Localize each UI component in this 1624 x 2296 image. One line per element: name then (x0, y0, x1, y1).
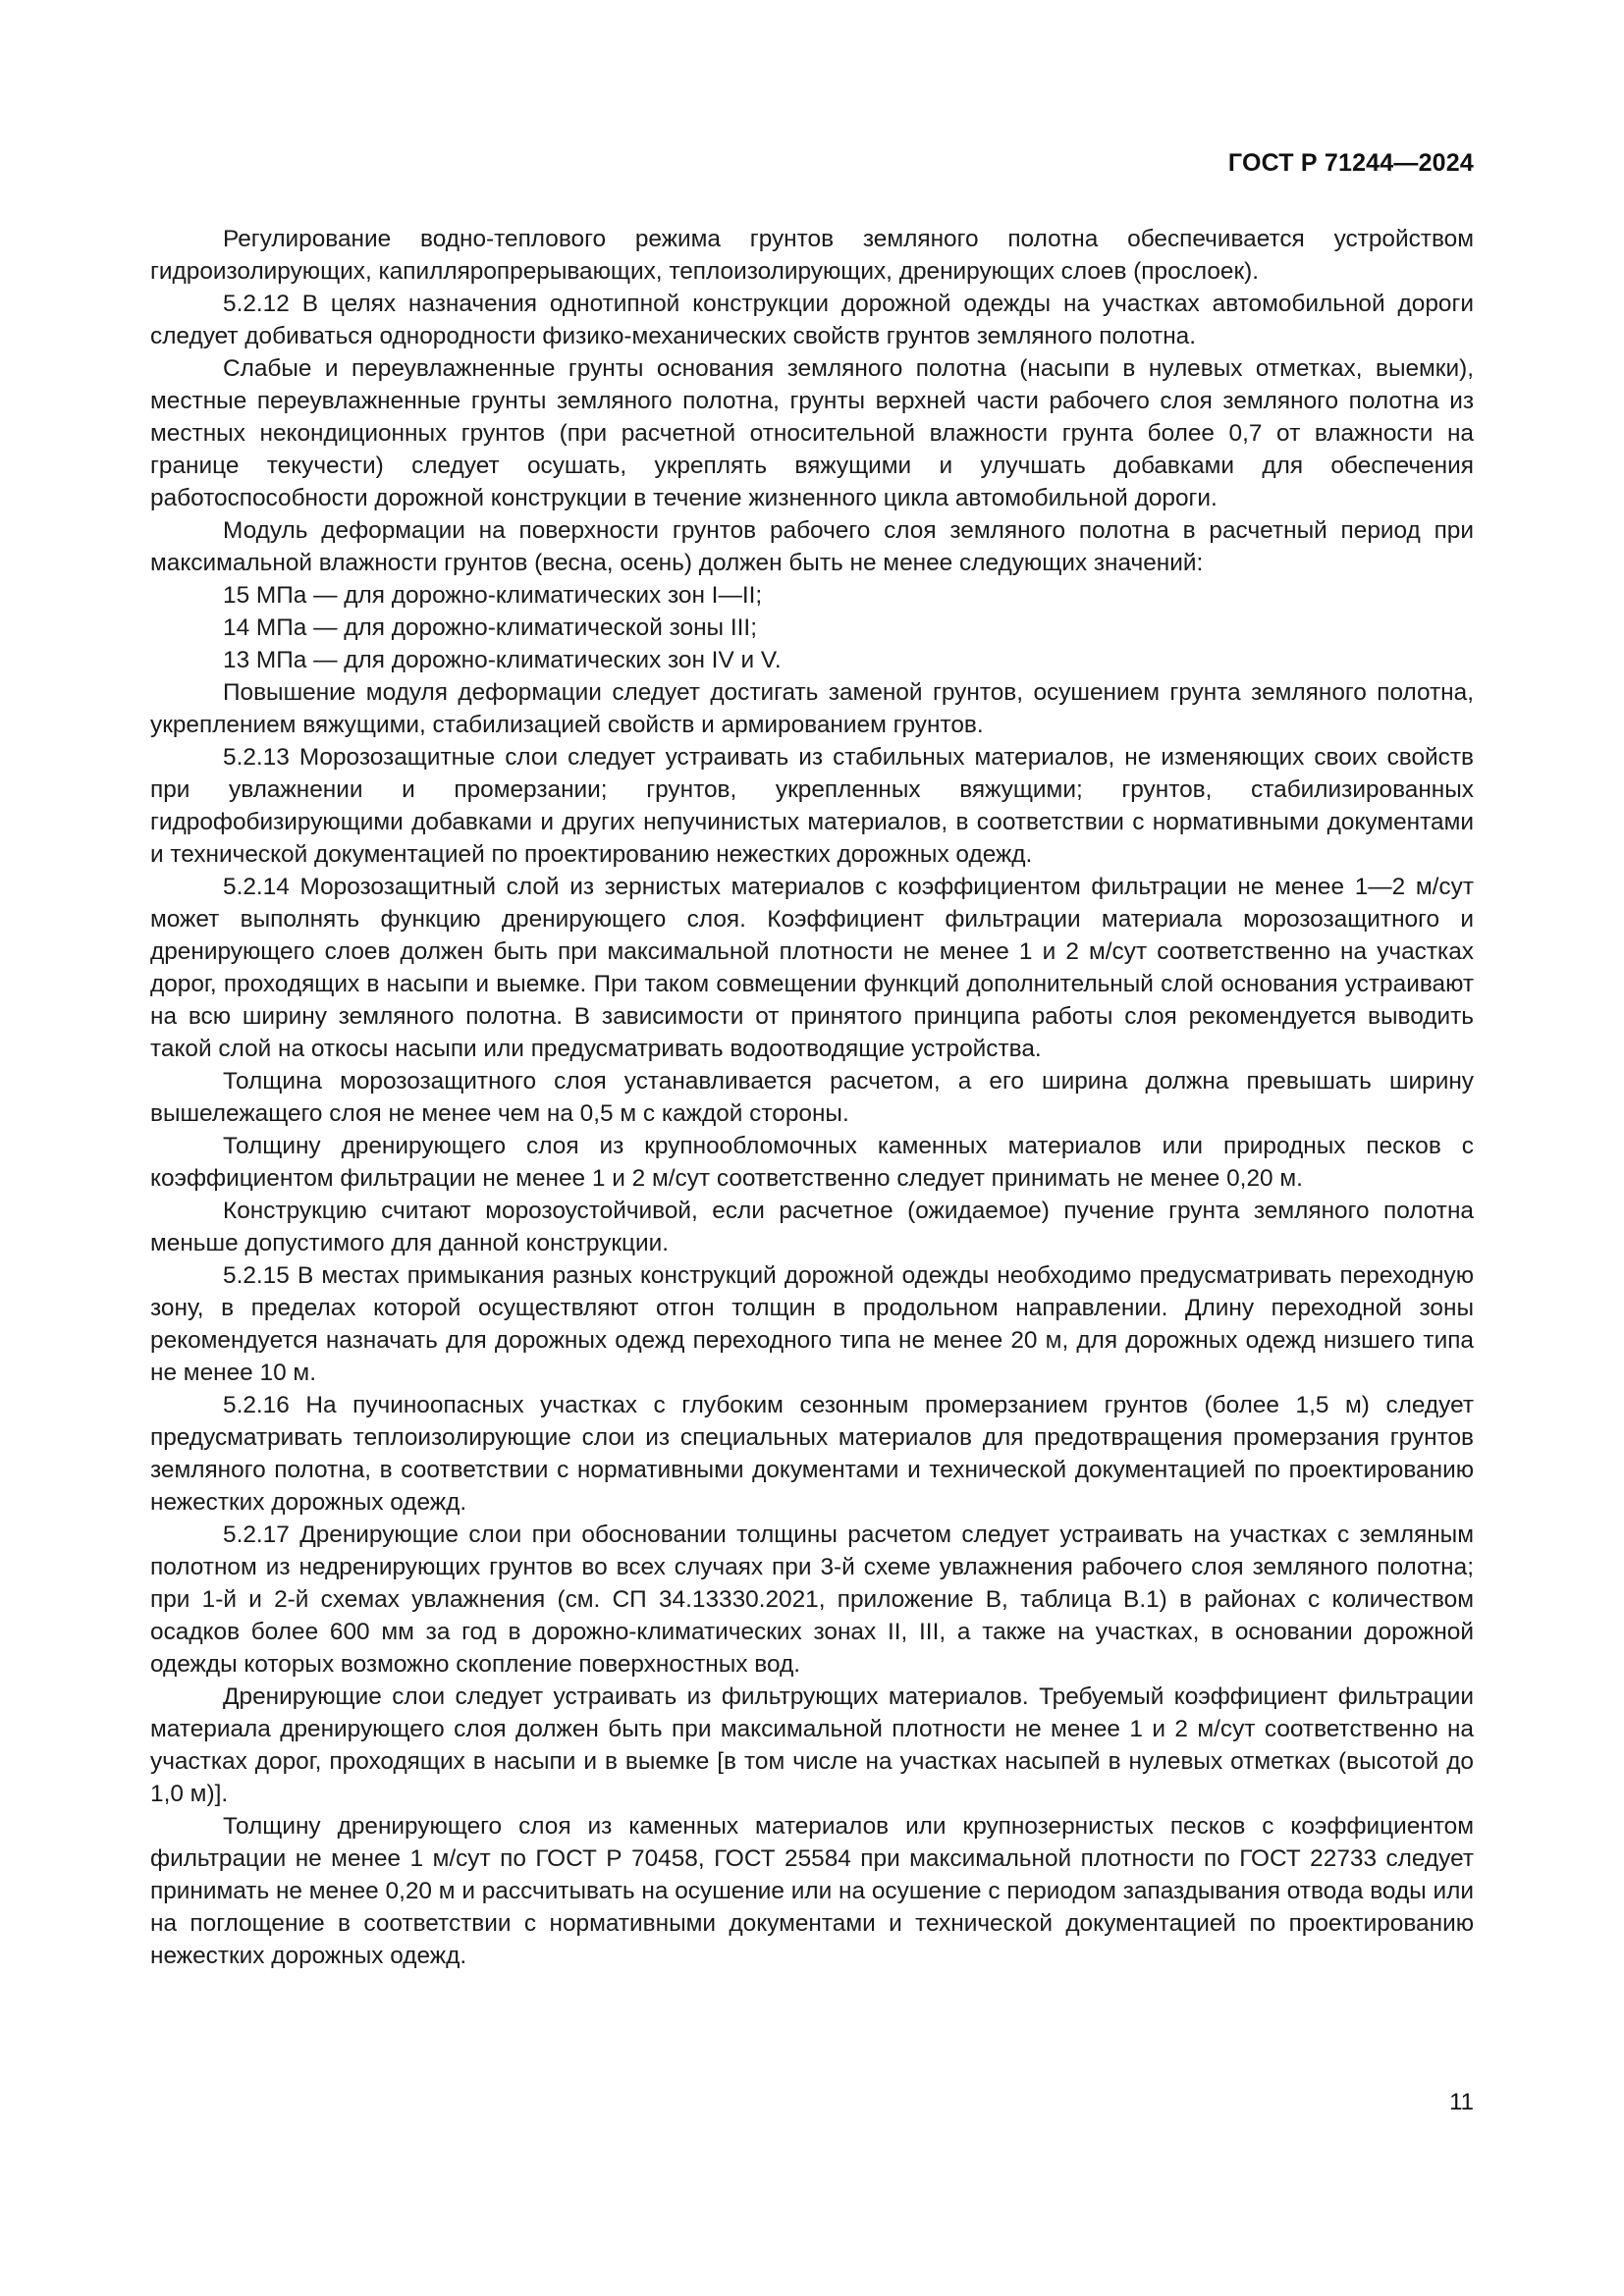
paragraph-5-2-13: 5.2.13 Морозозащитные слои следует устраивать из стабильных материалов, не изменяющих своих свойств при увлажнении и промерзании; грунтов, укрепленных вяжущими; грунтов, стабилизированных гидрофобизирующими добавками и других непучинистых материалов, в соответствии с нормативными документами и технической документацией по проектированию нежестких дорожных одежд. (150, 744, 1474, 868)
page-number: 11 (1449, 2089, 1474, 2115)
paragraph-5-2-12: 5.2.12 В целях назначения однотипной конструкции дорожной одежды на участках автомобильной дороги следует добиваться однородности физико-механических свойств грунтов земляного полотна. (150, 291, 1474, 349)
paragraph-modulus-increase: Повышение модуля деформации следует достигать заменой грунтов, осушением грунта земляного полотна, укреплением вяжущими, стабилизацией свойств и армированием грунтов. (150, 679, 1474, 738)
list-item-zones-4-5: 13 МПа — для дорожно-климатических зон IV и V. (223, 647, 782, 673)
paragraph-5-2-15: 5.2.15 В местах примыкания разных конструкций дорожной одежды необходимо предусматривать переходную зону, в пределах которой осуществляют отгон толщин в продольном направлении. Длину переходной зоны рекомендуется назначать для дорожных одежд переходного типа не менее 20 м, для дорожных одежд низшего типа не менее 10 м. (150, 1262, 1474, 1386)
list-item-zones-1-2: 15 МПа — для дорожно-климатических зон I—II; (223, 582, 763, 609)
document-body (150, 223, 1474, 1972)
paragraph-drainage-thickness-calc: Толщину дренирующего слоя из каменных материалов или крупнозернистых песков с коэффициентом фильтрации не менее 1 м/сут по ГОСТ Р 70458, ГОСТ 25584 при максимальной плотности по ГОСТ 22733 следует принимать не менее 0,20 м и рассчитывать на осушение или на осушение с периодом запаздывания отвода воды или на поглощение в соответствии с нормативными документами и технической документацией по проектированию нежестких дорожных одежд. (150, 1813, 1474, 1969)
paragraph-deformation-modulus: Модуль деформации на поверхности грунтов рабочего слоя земляного полотна в расчетный период при максимальной влажности грунтов (весна, осень) должен быть не менее следующих значений: (150, 517, 1474, 576)
paragraph-frost-layer-thickness: Толщина морозозащитного слоя устанавливается расчетом, а его ширина должна превышать ширину вышележащего слоя не менее чем на 0,5 м с каждой стороны. (150, 1068, 1474, 1127)
paragraph-water-thermal-regime: Регулирование водно-теплового режима грунтов земляного полотна обеспечивается устройством гидроизолирующих, капилляропрерывающих, теплоизолирующих, дренирующих слоев (прослоек). (150, 226, 1474, 285)
list-item-zone-3: 14 МПа — для дорожно-климатической зоны III; (223, 614, 757, 641)
paragraph-drainage-materials: Дренирующие слои следует устраивать из фильтрующих материалов. Требуемый коэффициент фильтрации материала дренирующего слоя должен быть при максимальной плотности не менее 1 и 2 м/сут соответственно на участках дорог, проходящих в насыпи и в выемке [в том числе на участках насыпей в нулевых отметках (высотой до 1,0 м)]. (150, 1683, 1474, 1807)
paragraph-5-2-17: 5.2.17 Дренирующие слои при обосновании толщины расчетом следует устраивать на участках с земляным полотном из недренирующих грунтов во всех случаях при 3-й схеме увлажнения рабочего слоя земляного полотна; при 1-й и 2-й схемах увлажнения (см. СП 34.13330.2021, приложение В, таблица В.1) в районах с количеством осадков более 600 мм за год в дорожно-климатических зонах II, III, а также на участках, в основании дорожной одежды которых возможно скопление поверхностных вод. (150, 1522, 1474, 1678)
document-code-header: ГОСТ Р 71244—2024 (1227, 149, 1474, 177)
paragraph-weak-soils: Слабые и переувлажненные грунты основания земляного полотна (насыпи в нулевых отметках, выемки), местные переувлажненные грунты земляного полотна, грунты верхней части рабочего слоя земляного полотна из местных некондиционных грунтов (при расчетной относительной влажности грунта более 0,7 от влажности на границе текучести) следует осушать, укреплять вяжущими и улучшать добавками для обеспечения работоспособности дорожной конструкции в течение жизненного цикла автомобильной дороги. (150, 355, 1474, 511)
paragraph-drainage-layer-thickness: Толщину дренирующего слоя из крупнообломочных каменных материалов или природных песков с коэффициентом фильтрации не менее 1 и 2 м/сут соответственно следует принимать не менее 0,20 м. (150, 1133, 1474, 1192)
paragraph-5-2-14: 5.2.14 Морозозащитный слой из зернистых материалов с коэффициентом фильтрации не менее 1—2 м/сут может выполнять функцию дренирующего слоя. Коэффициент фильтрации материала морозозащитного и дренирующего слоев должен быть при максимальной плотности не менее 1 и 2 м/сут соответственно на участках дорог, проходящих в насыпи и выемке. При таком совмещении функций дополнительный слой основания устраивают на всю ширину земляного полотна. В зависимости от принятого принципа работы слоя рекомендуется выводить такой слой на откосы насыпи или предусматривать водоотводящие устройства. (150, 874, 1474, 1062)
paragraph-frost-resistance: Конструкцию считают морозоустойчивой, если расчетное (ожидаемое) пучение грунта земляного полотна меньше допустимого для данной конструкции. (150, 1198, 1474, 1256)
paragraph-5-2-16: 5.2.16 На пучиноопасных участках с глубоким сезонным промерзанием грунтов (более 1,5 м) следует предусматривать теплоизолирующие слои из специальных материалов для предотвращения промерзания грунтов земляного полотна, в соответствии с нормативными документами и технической документацией по проектированию нежестких дорожных одежд. (150, 1392, 1474, 1516)
